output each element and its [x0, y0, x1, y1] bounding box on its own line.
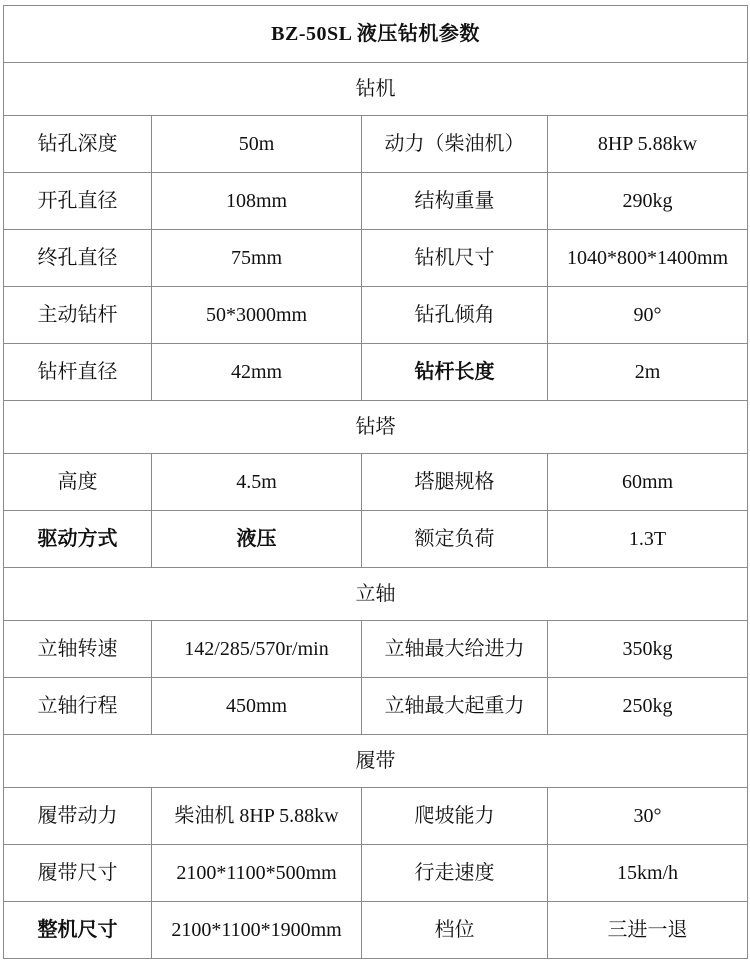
row-label: 履带尺寸	[4, 845, 152, 902]
specification-table	[3, 5, 748, 959]
section-header-crawler: 履带	[4, 735, 748, 788]
row-label: 钻杆长度	[362, 344, 548, 401]
table-row	[4, 454, 748, 511]
row-value: 液压	[152, 511, 362, 568]
section-header-derrick: 钻塔	[4, 401, 748, 454]
table-row	[4, 344, 748, 401]
row-label: 终孔直径	[4, 230, 152, 287]
table-row	[4, 678, 748, 735]
row-label: 额定负荷	[362, 511, 548, 568]
row-label: 立轴转速	[4, 621, 152, 678]
row-label: 结构重量	[362, 173, 548, 230]
row-label: 档位	[362, 902, 548, 959]
row-label: 行走速度	[362, 845, 548, 902]
row-label: 高度	[4, 454, 152, 511]
table-row	[4, 116, 748, 173]
row-label: 立轴最大起重力	[362, 678, 548, 735]
row-value: 450mm	[152, 678, 362, 735]
row-value: 2100*1100*1900mm	[152, 902, 362, 959]
row-value: 108mm	[152, 173, 362, 230]
row-value: 250kg	[548, 678, 748, 735]
row-label: 钻孔深度	[4, 116, 152, 173]
row-label: 履带动力	[4, 788, 152, 845]
row-value: 75mm	[152, 230, 362, 287]
table-row	[4, 788, 748, 845]
row-label: 主动钻杆	[4, 287, 152, 344]
row-value: 60mm	[548, 454, 748, 511]
row-value: 柴油机 8HP 5.88kw	[152, 788, 362, 845]
row-value: 350kg	[548, 621, 748, 678]
section-header-row	[4, 568, 748, 621]
row-value: 290kg	[548, 173, 748, 230]
row-value: 50*3000mm	[152, 287, 362, 344]
section-header-spindle: 立轴	[4, 568, 748, 621]
row-value: 42mm	[152, 344, 362, 401]
row-label: 钻杆直径	[4, 344, 152, 401]
row-value: 142/285/570r/min	[152, 621, 362, 678]
row-value: 1040*800*1400mm	[548, 230, 748, 287]
row-label: 动力（柴油机）	[362, 116, 548, 173]
table-row	[4, 902, 748, 959]
row-label: 立轴最大给进力	[362, 621, 548, 678]
table-row	[4, 511, 748, 568]
row-value: 50m	[152, 116, 362, 173]
row-value: 15km/h	[548, 845, 748, 902]
row-label: 开孔直径	[4, 173, 152, 230]
section-header-row	[4, 735, 748, 788]
row-label: 立轴行程	[4, 678, 152, 735]
row-label: 整机尺寸	[4, 902, 152, 959]
row-value: 2m	[548, 344, 748, 401]
row-label: 驱动方式	[4, 511, 152, 568]
section-header-drill-rig: 钻机	[4, 63, 748, 116]
row-value: 1.3T	[548, 511, 748, 568]
row-value: 4.5m	[152, 454, 362, 511]
row-value: 2100*1100*500mm	[152, 845, 362, 902]
row-value: 90°	[548, 287, 748, 344]
table-row	[4, 173, 748, 230]
table-row	[4, 845, 748, 902]
table-row	[4, 621, 748, 678]
row-label: 钻机尺寸	[362, 230, 548, 287]
section-header-row	[4, 63, 748, 116]
table-row	[4, 230, 748, 287]
row-label: 塔腿规格	[362, 454, 548, 511]
row-label: 爬坡能力	[362, 788, 548, 845]
row-label: 钻孔倾角	[362, 287, 548, 344]
row-value: 三进一退	[548, 902, 748, 959]
section-header-row	[4, 401, 748, 454]
table-title-row	[4, 6, 748, 63]
row-value: 30°	[548, 788, 748, 845]
page-title: BZ-50SL 液压钻机参数	[4, 6, 748, 63]
table-row	[4, 287, 748, 344]
row-value: 8HP 5.88kw	[548, 116, 748, 173]
